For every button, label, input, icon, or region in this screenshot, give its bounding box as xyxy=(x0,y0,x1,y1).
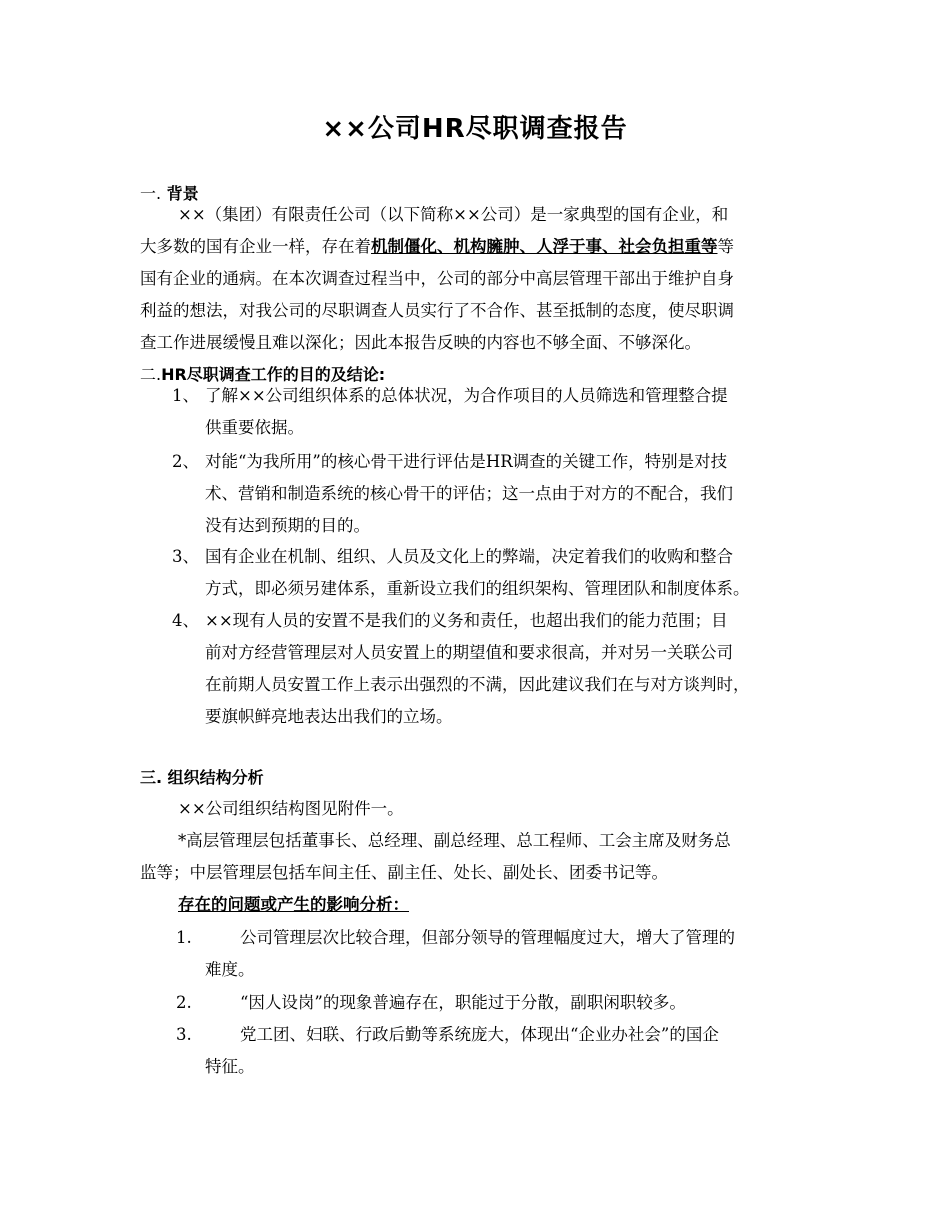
paragraph-line: ××（集团）有限责任公司（以下简称××公司）是一家典型的国有企业，和 xyxy=(178,205,729,224)
section-heading-org xyxy=(140,768,264,788)
document-title: ××公司HR尽职调查报告 xyxy=(322,114,628,144)
list-item-number: 4、 xyxy=(172,611,199,630)
paragraph-line: *高层管理层包括董事长、总经理、副总经理、总工程师、工会主席及财务总 xyxy=(178,831,731,850)
section-heading-purpose xyxy=(140,365,385,385)
section-title: 组织结构分析 xyxy=(167,768,264,787)
list-item-line: 难度。 xyxy=(205,960,255,979)
analysis-subheading: 存在的问题或产生的影响分析： xyxy=(178,895,409,914)
list-item-number: 3、 xyxy=(172,547,199,566)
list-item-line: 方式，即必须另建体系，重新设立我们的组织架构、管理团队和制度体系。 xyxy=(205,579,750,598)
paragraph-line: ××公司组织结构图见附件一。 xyxy=(178,799,404,818)
emphasized-text: 机制僵化、机构臃肿、人浮于事、社会负担重等 xyxy=(371,237,718,256)
section-heading-background xyxy=(140,184,199,204)
section-number: 一. xyxy=(140,184,162,203)
paragraph-line: 利益的想法，对我公司的尽职调查人员实行了不合作、甚至抵制的态度，使尽职调 xyxy=(140,301,734,320)
list-item-line: 了解××公司组织体系的总体状况，为合作项目的人员筛选和管理整合提 xyxy=(205,386,728,405)
list-item-line: 国有企业在机制、组织、人员及文化上的弊端，决定着我们的收购和整合 xyxy=(205,547,733,566)
paragraph-line: 查工作进展缓慢且难以深化；因此本报告反映的内容也不够全面、不够深化。 xyxy=(140,333,701,352)
paragraph-line: 国有企业的通病。在本次调查过程当中，公司的部分中高层管理干部出于维护自身 xyxy=(140,269,734,288)
section-title: HR尽职调查工作的目的及结论: xyxy=(161,365,386,384)
list-item-line: “因人设岗”的现象普遍存在，职能过于分散，副职闲职较多。 xyxy=(240,993,686,1012)
section-title: 背景 xyxy=(166,184,199,203)
list-item-line: 公司管理层次比较合理，但部分领导的管理幅度过大，增大了管理的 xyxy=(240,928,735,947)
list-item-number: 1、 xyxy=(172,386,199,405)
list-item-line: 在前期人员安置工作上表示出强烈的不满，因此建议我们在与对方谈判时， xyxy=(205,675,750,694)
list-item-line: 对能“为我所用”的核心骨干进行评估是HR调查的关键工作，特别是对技 xyxy=(205,452,728,471)
list-item-number: 3. xyxy=(176,1025,192,1044)
list-item-line: 要旗帜鲜亮地表达出我们的立场。 xyxy=(205,707,453,726)
list-item-line: 前对方经营管理层对人员安置上的期望值和要求很高，并对另一关联公司 xyxy=(205,643,733,662)
list-item-line: 供重要依据。 xyxy=(205,418,304,437)
list-item-line: ××现有人员的安置不是我们的义务和责任，也超出我们的能力范围；目 xyxy=(205,611,728,630)
section-number: 三. xyxy=(140,768,163,787)
list-item-line: 术、营销和制造系统的核心骨干的评估；这一点由于对方的不配合，我们 xyxy=(205,484,733,503)
text-span: 大多数的国有企业一样，存在着 xyxy=(140,237,371,256)
section-number: 二. xyxy=(140,365,162,384)
list-item-number: 1. xyxy=(176,928,192,947)
list-item-line: 没有达到预期的目的。 xyxy=(205,516,370,535)
list-item-line: 党工团、妇联、行政后勤等系统庞大，体现出“企业办社会”的国企 xyxy=(240,1025,719,1044)
list-item-number: 2、 xyxy=(172,452,199,471)
paragraph-line: 监等；中层管理层包括车间主任、副主任、处长、副处长、团委书记等。 xyxy=(140,863,668,882)
text-span: 等 xyxy=(717,237,734,256)
list-item-number: 2. xyxy=(176,993,192,1012)
list-item-line: 特征。 xyxy=(205,1057,255,1076)
paragraph-line xyxy=(140,237,810,257)
